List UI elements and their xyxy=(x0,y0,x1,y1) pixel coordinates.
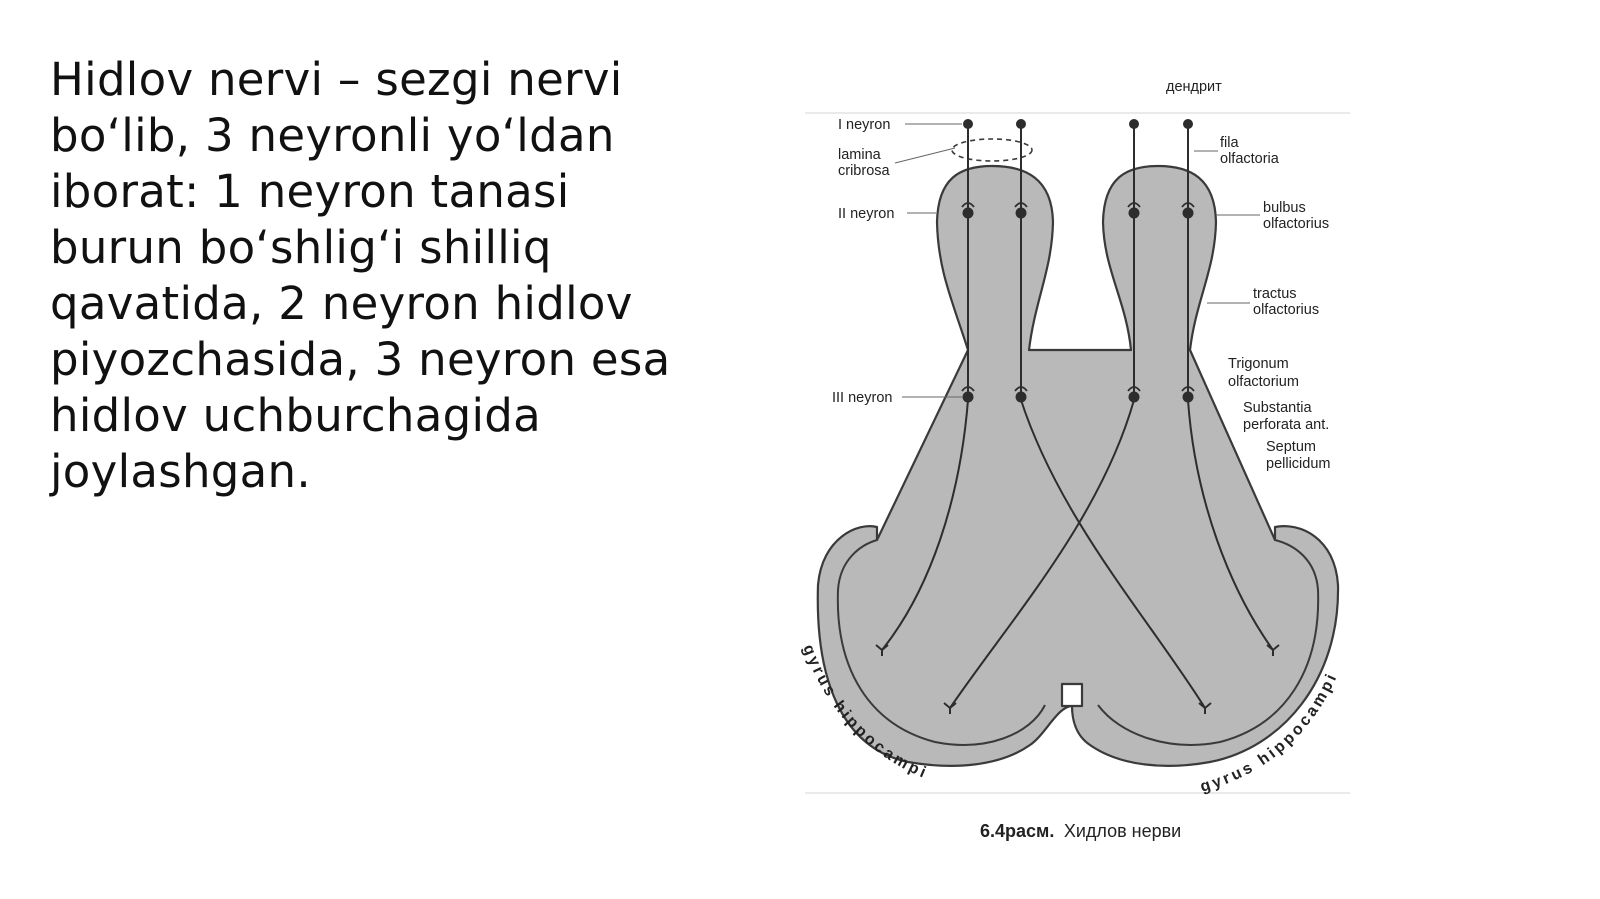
caption-number: 6.4расм. xyxy=(980,821,1055,841)
label-bulbus-olfactorius: olfactorius xyxy=(1263,216,1330,232)
neuron-1-body xyxy=(1016,119,1026,129)
label-perforata: perforata ant. xyxy=(1243,417,1330,433)
text-line: iborat: 1 neyron tanasi xyxy=(50,165,570,218)
neuron-3-body xyxy=(963,392,974,403)
gyrus-right-text: gyrus hippocampi xyxy=(1198,669,1342,796)
neuron-1-body xyxy=(1129,119,1139,129)
neuron-1-body xyxy=(963,119,973,129)
label-substantia: Substantia xyxy=(1243,400,1312,416)
gyrus-left-text: gyrus hippocampi xyxy=(799,642,931,783)
text-line: Hidlov nervi – sezgi nervi xyxy=(50,53,623,106)
neuron-2-body xyxy=(1016,208,1027,219)
leader-line xyxy=(895,148,955,163)
text-line: qavatida, 2 neyron hidlov xyxy=(50,277,633,330)
label-fila: fila xyxy=(1220,135,1239,151)
neuron-2-body xyxy=(963,208,974,219)
label-dendrit: дендрит xyxy=(1166,79,1222,95)
text-line: bo‘lib, 3 neyronli yo‘ldan xyxy=(50,109,615,162)
text-line: joylashgan. xyxy=(50,445,311,498)
brain-outline xyxy=(818,166,1338,766)
label-trigonum-olfactorium: olfactorium xyxy=(1228,374,1299,390)
label-trigonum: Trigonum xyxy=(1228,356,1289,372)
neuron-3-body xyxy=(1129,392,1140,403)
label-iii-neyron: III neyron xyxy=(832,390,893,406)
neuron-3-body xyxy=(1183,392,1194,403)
label-fila-olfactoria: olfactoria xyxy=(1220,151,1279,167)
neuron-2-body xyxy=(1129,208,1140,219)
label-ii-neyron: II neyron xyxy=(838,206,895,222)
caption-title: Хидлов нерви xyxy=(1063,821,1182,841)
label-septum: Septum xyxy=(1266,439,1316,455)
label-tractus: tractus xyxy=(1253,286,1297,302)
text-line: hidlov uchburchagida xyxy=(50,389,541,442)
label-pellicidum: pellicidum xyxy=(1266,456,1331,472)
label-tractus-olfactorius: olfactorius xyxy=(1253,302,1320,318)
label-lamina: lamina xyxy=(838,147,881,163)
figure-caption xyxy=(980,821,1181,841)
label-cribrosa: cribrosa xyxy=(838,163,890,179)
neuron-1-body xyxy=(1183,119,1193,129)
neuron-3-body xyxy=(1016,392,1027,403)
text-line: burun bo‘shlig‘i shilliq xyxy=(50,221,552,274)
text-line: piyozchasida, 3 neyron esa xyxy=(50,333,671,386)
neuron-2-body xyxy=(1183,208,1194,219)
label-bulbus: bulbus xyxy=(1263,200,1306,216)
label-i-neyron: I neyron xyxy=(838,117,891,133)
